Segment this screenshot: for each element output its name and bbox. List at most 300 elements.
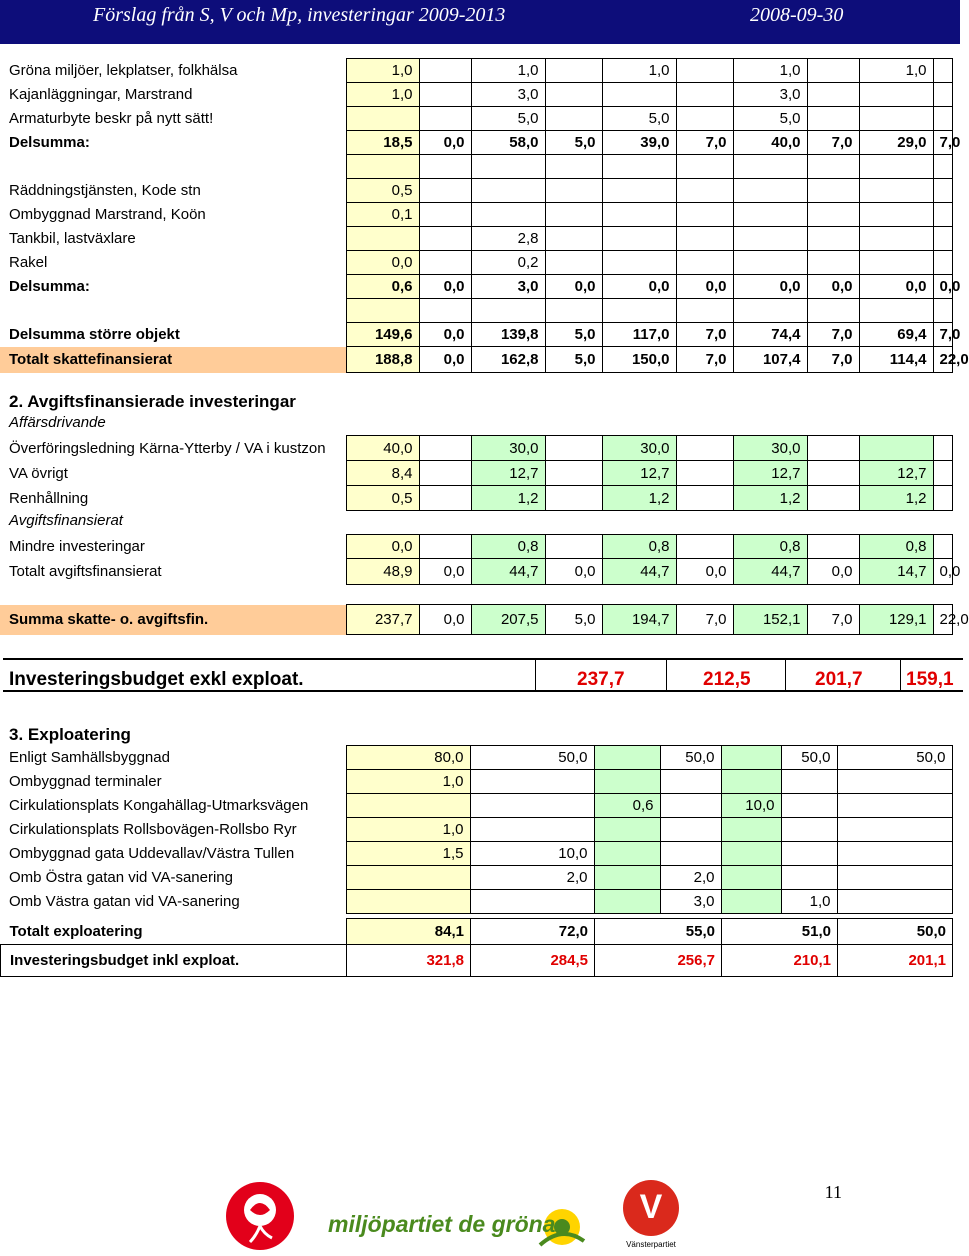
value-cell: 50,0 [838, 919, 953, 945]
table-row [0, 203, 952, 227]
value-cell [933, 179, 952, 203]
value-cell [933, 107, 952, 131]
value-cell [733, 155, 807, 179]
value-cell [660, 842, 721, 866]
value-cell [933, 535, 952, 559]
section1-table [0, 58, 969, 373]
section3-table [0, 745, 953, 914]
value-cell [733, 179, 807, 203]
value-cell: 50,0 [781, 746, 837, 770]
value-cell: 0,0 [419, 347, 471, 373]
value-cell [471, 155, 545, 179]
value-cell: 0,6 [346, 275, 419, 299]
value-cell: 1,2 [733, 486, 807, 511]
value-cell [933, 59, 952, 83]
value-cell [676, 436, 733, 461]
value-cell: 201,1 [838, 945, 953, 977]
value-cell [933, 83, 952, 107]
value-cell: 51,0 [722, 919, 838, 945]
value-cell [733, 251, 807, 275]
row-label: Kajanläggningar, Marstrand [9, 86, 193, 103]
value-cell: 0,8 [471, 535, 545, 559]
value-cell: 0,0 [346, 535, 419, 559]
value-cell [837, 842, 952, 866]
budget-excl-value: 201,7 [815, 669, 863, 690]
value-cell [545, 107, 602, 131]
value-cell [721, 890, 781, 914]
value-cell [781, 866, 837, 890]
value-cell: 1,5 [346, 842, 470, 866]
value-cell [545, 179, 602, 203]
value-cell [594, 746, 660, 770]
table-row [0, 275, 952, 299]
value-cell: 7,0 [807, 605, 859, 635]
row-label: Ombyggnad gata Uddevallav/Västra Tullen [9, 845, 295, 862]
value-cell [676, 59, 733, 83]
value-cell [471, 299, 545, 323]
value-cell: 0,5 [346, 486, 419, 511]
value-cell: 149,6 [346, 323, 419, 347]
value-cell: 7,0 [933, 323, 952, 347]
value-cell [859, 155, 933, 179]
table-row [0, 227, 952, 251]
table-row [0, 818, 952, 842]
value-cell [781, 770, 837, 794]
row-label: Mindre investeringar [9, 538, 145, 555]
value-cell [721, 866, 781, 890]
value-cell: 2,0 [470, 866, 594, 890]
value-cell: 5,0 [471, 107, 545, 131]
value-cell: 50,0 [470, 746, 594, 770]
value-cell [346, 155, 419, 179]
row-label: VA övrigt [9, 464, 68, 482]
value-cell [859, 251, 933, 275]
value-cell: 210,1 [722, 945, 838, 977]
value-cell [545, 535, 602, 559]
value-cell: 1,2 [602, 486, 676, 511]
value-cell: 48,9 [346, 559, 419, 585]
value-cell [807, 299, 859, 323]
value-cell [346, 794, 470, 818]
value-cell: 39,0 [602, 131, 676, 155]
value-cell [781, 842, 837, 866]
value-cell [859, 299, 933, 323]
table-row [0, 59, 952, 83]
value-cell: 1,0 [471, 59, 545, 83]
value-cell: 0,0 [419, 323, 471, 347]
social-democrats-rose-logo [222, 1180, 298, 1252]
value-cell: 74,4 [733, 323, 807, 347]
page-number: 11 [824, 1182, 842, 1202]
value-cell: 2,0 [660, 866, 721, 890]
value-cell [807, 535, 859, 559]
value-cell [807, 461, 859, 486]
value-cell: 58,0 [471, 131, 545, 155]
value-cell [545, 83, 602, 107]
section3-total-table [0, 918, 953, 977]
value-cell [419, 59, 471, 83]
value-cell: 44,7 [471, 559, 545, 585]
value-cell [676, 461, 733, 486]
value-cell: 22,0 [933, 347, 952, 373]
value-cell [933, 436, 952, 461]
value-cell [545, 299, 602, 323]
value-cell [594, 842, 660, 866]
value-cell [470, 818, 594, 842]
value-cell: 1,2 [859, 486, 933, 511]
vansterpartiet-logo [616, 1178, 686, 1254]
value-cell [545, 59, 602, 83]
value-cell: 40,0 [733, 131, 807, 155]
row-label: Omb Östra gatan vid VA-sanering [9, 869, 233, 886]
value-cell [733, 299, 807, 323]
value-cell: 5,0 [545, 347, 602, 373]
value-cell [545, 251, 602, 275]
value-cell [602, 83, 676, 107]
table-row [0, 535, 952, 559]
table-row [0, 559, 952, 585]
table-row [0, 770, 952, 794]
value-cell [419, 107, 471, 131]
value-cell: 0,0 [676, 559, 733, 585]
value-cell: 3,0 [471, 83, 545, 107]
value-cell: 7,0 [676, 131, 733, 155]
value-cell [807, 155, 859, 179]
value-cell: 7,0 [676, 323, 733, 347]
value-cell [602, 227, 676, 251]
value-cell: 7,0 [807, 323, 859, 347]
table-row [0, 347, 952, 373]
value-cell [470, 770, 594, 794]
value-cell [859, 179, 933, 203]
value-cell [676, 299, 733, 323]
value-cell: 0,8 [733, 535, 807, 559]
value-cell [721, 818, 781, 842]
value-cell: 12,7 [859, 461, 933, 486]
budget-excl-row [3, 658, 963, 692]
value-cell [545, 203, 602, 227]
value-cell [676, 227, 733, 251]
vansterpartiet-text: Vänsterpartiet [626, 1240, 676, 1249]
value-cell: 50,0 [660, 746, 721, 770]
value-cell [419, 155, 471, 179]
row-label: Enligt Samhällsbyggnad [9, 749, 170, 766]
value-cell [419, 436, 471, 461]
value-cell: 7,0 [807, 131, 859, 155]
value-cell: 5,0 [545, 323, 602, 347]
value-cell [676, 179, 733, 203]
value-cell: 1,0 [346, 59, 419, 83]
value-cell [837, 866, 952, 890]
value-cell [602, 155, 676, 179]
budget-excl-label: Investeringsbudget exkl exploat. [9, 669, 304, 690]
value-cell [660, 770, 721, 794]
value-cell [660, 818, 721, 842]
value-cell [346, 107, 419, 131]
value-cell [346, 866, 470, 890]
value-cell: 7,0 [676, 605, 733, 635]
value-cell [602, 179, 676, 203]
section2-table-a [0, 435, 952, 511]
value-cell: 44,7 [602, 559, 676, 585]
value-cell [676, 107, 733, 131]
table-row [0, 461, 952, 486]
value-cell: 5,0 [602, 107, 676, 131]
value-cell [602, 251, 676, 275]
header-title: Förslag från S, V och Mp, investeringar 2009-2013 [93, 4, 506, 26]
value-cell: 80,0 [346, 746, 470, 770]
value-cell [419, 461, 471, 486]
value-cell: 152,1 [733, 605, 807, 635]
table-row [0, 436, 952, 461]
value-cell: 1,0 [602, 59, 676, 83]
value-cell [933, 155, 952, 179]
value-cell: 1,2 [471, 486, 545, 511]
row-label: Gröna miljöer, lekplatser, folkhälsa [9, 62, 238, 79]
row-label: Ombyggnad terminaler [9, 773, 162, 790]
value-cell [545, 436, 602, 461]
value-cell [419, 535, 471, 559]
value-cell [676, 535, 733, 559]
row-label: Rakel [9, 254, 48, 271]
row-label: Summa skatte- o. avgiftsfin. [0, 605, 346, 635]
value-cell: 188,8 [346, 347, 419, 373]
value-cell: 1,0 [346, 770, 470, 794]
value-cell [602, 203, 676, 227]
value-cell [419, 299, 471, 323]
value-cell: 0,0 [419, 131, 471, 155]
value-cell: 0,1 [346, 203, 419, 227]
value-cell [807, 251, 859, 275]
value-cell [859, 203, 933, 227]
section2-sum-table [0, 604, 969, 635]
table-row [0, 83, 952, 107]
value-cell [419, 203, 471, 227]
row-label: Ombyggnad Marstrand, Koön [9, 206, 206, 223]
page-header [0, 0, 960, 44]
value-cell: 0,0 [602, 275, 676, 299]
table-row [0, 131, 952, 155]
row-label: Omb Västra gatan vid VA-sanering [9, 893, 240, 910]
table-row [0, 486, 952, 511]
value-cell [733, 227, 807, 251]
value-cell: 0,0 [545, 559, 602, 585]
value-cell: 7,0 [676, 347, 733, 373]
value-cell [470, 794, 594, 818]
value-cell: 30,0 [602, 436, 676, 461]
value-cell: 5,0 [733, 107, 807, 131]
budget-excl-value: 237,7 [577, 669, 625, 690]
value-cell: 0,8 [602, 535, 676, 559]
value-cell: 284,5 [471, 945, 595, 977]
row-label: Överföringsledning Kärna-Ytterby / VA i kustzon [9, 439, 326, 457]
value-cell: 0,0 [933, 275, 952, 299]
value-cell: 117,0 [602, 323, 676, 347]
value-cell [346, 299, 419, 323]
table-row [0, 251, 952, 275]
value-cell: 0,8 [859, 535, 933, 559]
row-label [0, 155, 346, 179]
value-cell [807, 83, 859, 107]
value-cell: 5,0 [545, 605, 602, 635]
row-label [0, 299, 346, 323]
value-cell: 5,0 [545, 131, 602, 155]
value-cell [807, 59, 859, 83]
value-cell: 3,0 [660, 890, 721, 914]
row-label: Delsumma: [9, 278, 90, 295]
value-cell [933, 251, 952, 275]
value-cell: 12,7 [602, 461, 676, 486]
value-cell [676, 155, 733, 179]
value-cell [933, 486, 952, 511]
value-cell: 30,0 [733, 436, 807, 461]
table-row [0, 107, 952, 131]
value-cell: 129,1 [859, 605, 933, 635]
value-cell: 7,0 [807, 347, 859, 373]
row-label: Delsumma större objekt [9, 326, 180, 343]
miljopartiet-text: miljöpartiet de gröna [328, 1211, 556, 1237]
table-row [0, 179, 952, 203]
table-row [0, 155, 952, 179]
table-row [0, 866, 952, 890]
value-cell [859, 436, 933, 461]
value-cell [545, 461, 602, 486]
value-cell [837, 794, 952, 818]
value-cell [837, 890, 952, 914]
value-cell [933, 227, 952, 251]
value-cell [933, 461, 952, 486]
row-label: Tankbil, lastväxlare [9, 230, 136, 247]
value-cell: 0,0 [807, 559, 859, 585]
value-cell [419, 227, 471, 251]
value-cell: 150,0 [602, 347, 676, 373]
value-cell: 3,0 [471, 275, 545, 299]
value-cell [471, 179, 545, 203]
value-cell [545, 227, 602, 251]
value-cell: 0,5 [346, 179, 419, 203]
value-cell: 0,0 [733, 275, 807, 299]
value-cell: 114,4 [859, 347, 933, 373]
value-cell [594, 890, 660, 914]
row-label: Räddningstjänsten, Kode stn [9, 182, 201, 199]
value-cell [721, 842, 781, 866]
header-date: 2008-09-30 [750, 4, 844, 26]
value-cell: 0,0 [419, 275, 471, 299]
value-cell [859, 83, 933, 107]
value-cell: 1,0 [733, 59, 807, 83]
table-row [0, 890, 952, 914]
value-cell [346, 227, 419, 251]
row-label: Delsumma: [9, 134, 90, 151]
vansterpartiet-v: V [639, 1188, 663, 1226]
value-cell: 55,0 [595, 919, 722, 945]
value-cell: 10,0 [470, 842, 594, 866]
table-row [0, 299, 952, 323]
value-cell [721, 746, 781, 770]
value-cell: 84,1 [347, 919, 471, 945]
total-exploatering-row [1, 919, 953, 945]
row-label: Totalt skattefinansierat [0, 347, 346, 373]
value-cell: 12,7 [471, 461, 545, 486]
value-cell [837, 818, 952, 842]
value-cell [807, 179, 859, 203]
value-cell [594, 866, 660, 890]
table-row [0, 746, 952, 770]
value-cell [807, 227, 859, 251]
value-cell: 2,8 [471, 227, 545, 251]
value-cell [807, 203, 859, 227]
value-cell: 50,0 [837, 746, 952, 770]
section2-heading: 2. Avgiftsfinansierade investeringar [9, 392, 296, 411]
section3-heading: 3. Exploatering [9, 725, 131, 744]
section2-subheading-2: Avgiftsfinansierat [9, 512, 123, 529]
value-cell: 18,5 [346, 131, 419, 155]
value-cell [837, 770, 952, 794]
value-cell: 22,0 [933, 605, 952, 635]
value-cell [545, 155, 602, 179]
value-cell: 0,0 [807, 275, 859, 299]
value-cell [721, 770, 781, 794]
value-cell: 40,0 [346, 436, 419, 461]
value-cell [419, 179, 471, 203]
value-cell: 139,8 [471, 323, 545, 347]
value-cell: 30,0 [471, 436, 545, 461]
value-cell [781, 794, 837, 818]
value-cell [781, 818, 837, 842]
value-cell [676, 486, 733, 511]
value-cell [676, 83, 733, 107]
row-label: Totalt exploatering [9, 922, 143, 940]
value-cell: 0,2 [471, 251, 545, 275]
value-cell: 1,0 [859, 59, 933, 83]
table-row [0, 794, 952, 818]
section2-subheading-1: Affärsdrivande [9, 414, 106, 431]
value-cell [859, 227, 933, 251]
budget-incl-row [1, 945, 953, 977]
row-label: Cirkulationsplats Rollsbovägen-Rollsbo Ryr [9, 821, 297, 838]
value-cell: 0,0 [545, 275, 602, 299]
value-cell: 44,7 [733, 559, 807, 585]
value-cell: 8,4 [346, 461, 419, 486]
value-cell [471, 203, 545, 227]
value-cell: 29,0 [859, 131, 933, 155]
value-cell: 162,8 [471, 347, 545, 373]
value-cell: 0,0 [859, 275, 933, 299]
table-row [0, 842, 952, 866]
table-row [0, 605, 952, 635]
section2-table-b [0, 534, 961, 585]
value-cell: 207,5 [471, 605, 545, 635]
value-cell: 237,7 [346, 605, 419, 635]
row-label: Cirkulationsplats Kongahällag-Utmarksvägen [9, 797, 309, 814]
table-row [0, 323, 952, 347]
value-cell [859, 107, 933, 131]
row-label: Renhållning [9, 489, 89, 507]
miljopartiet-logo [328, 1205, 590, 1249]
value-cell: 0,0 [676, 275, 733, 299]
value-cell: 1,0 [346, 818, 470, 842]
value-cell [807, 486, 859, 511]
value-cell: 10,0 [721, 794, 781, 818]
value-cell: 0,0 [419, 559, 471, 585]
value-cell: 194,7 [602, 605, 676, 635]
value-cell: 0,6 [594, 794, 660, 818]
row-label: Armaturbyte beskr på nytt sätt! [9, 110, 214, 127]
value-cell: 1,0 [346, 83, 419, 107]
value-cell [807, 107, 859, 131]
value-cell [733, 203, 807, 227]
value-cell: 69,4 [859, 323, 933, 347]
